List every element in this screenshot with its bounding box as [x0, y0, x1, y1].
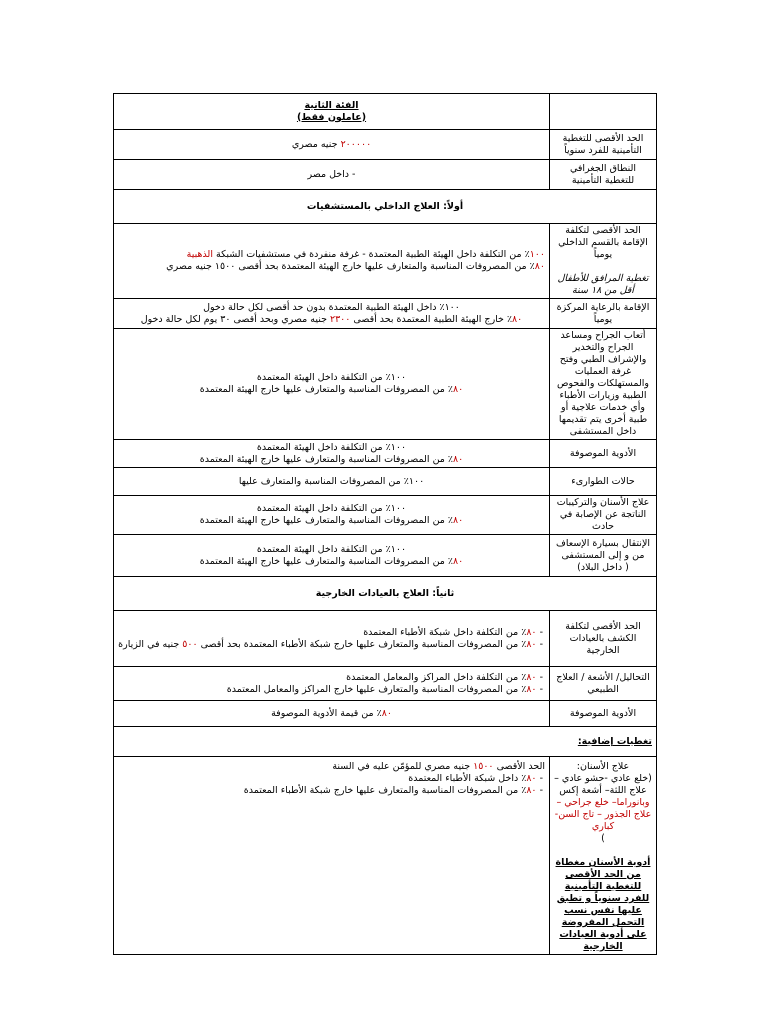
value-text: جنيه مصري وبحد أقصى ٣٠ يوم لكل حالة دخول	[140, 313, 330, 325]
table-row	[114, 535, 657, 577]
value-line	[118, 454, 545, 466]
value-text: ٪ من المصروفات المناسبة والمتعارف عليها خارج الهيئة المعتمدة	[199, 453, 454, 465]
pct-value: ٨٠	[526, 773, 537, 784]
bullet-item	[118, 773, 545, 785]
dental-medicine-note: أدوية الأسنان مغطاة من الحد الأقصى للتغطية التأمينية للفرد سنوياً و تطبق عليها نفس نسب التحمل المفروضة على أدوية العيادات الخارجية	[555, 857, 651, 952]
row-label: حالات الطوارىء	[550, 468, 657, 496]
row-label	[550, 535, 657, 577]
pct-value: ٨٠	[453, 384, 464, 395]
table-row	[114, 611, 657, 667]
row-value	[114, 224, 550, 299]
value-text: ٪ من المصروفات المناسبة والمتعارف عليها خارج الهيئة المعتمدة	[199, 555, 454, 567]
category-title	[114, 94, 550, 130]
value-line: ١٠٠٪ داخل الهيئة الطبية المعتمدة بدون حد أقصى لكل حالة دخول	[203, 301, 460, 313]
value-text: ٪ من المصروفات المناسبة والمتعارف عليها خارج شبكة الأطباء المعتمدة بحد أقصى	[197, 638, 527, 650]
table-row	[114, 329, 657, 440]
row-value	[114, 299, 550, 329]
row-label: الأدوية الموصوفة	[550, 440, 657, 468]
amount-value: ١٥٠٠	[473, 761, 494, 772]
amount-value: ٢٠٠٠٠٠	[340, 138, 372, 150]
dental-label-items: (خلع عادي -حشو عادي – علاج اللثة– أشعة إكس	[554, 773, 652, 796]
table-row	[114, 224, 657, 299]
value-line	[118, 556, 545, 568]
benefits-table	[113, 93, 657, 955]
value-text: الحد الأقصى	[493, 761, 545, 772]
value-line	[118, 314, 545, 326]
amount-suffix: جنيه مصري	[291, 138, 341, 150]
row-value	[114, 329, 550, 440]
value-text: جنيه مصري للمؤمّن عليه في السنة	[332, 761, 474, 772]
value-text: ٪ خارج الهيئة الطبية المعتمدة بحد أقصى	[350, 313, 513, 325]
value-text: ٪ من المصروفات المناسبة والمتعارف عليها خارج المراكز والمعامل المعتمدة	[226, 683, 527, 695]
pct-value: ٨٠	[526, 671, 537, 683]
value-text: ٪ من التكلفة داخل المراكز والمعامل المعتمدة	[346, 671, 527, 683]
table-header-row	[114, 94, 657, 130]
value-line	[118, 384, 545, 396]
row-label: علاج الأسنان والتركيبات الناتجة عن الإصابة في حادث	[550, 496, 657, 535]
section-header-row	[114, 727, 657, 757]
value-text: ٪ من المصروفات المناسبة والمتعارف عليها خارج الهيئة المعتمدة بحد أقصى ١٥٠٠ جنيه مصري	[166, 261, 535, 272]
value-text: ٪ من التكلفة داخل شبكة الأطباء المعتمدة	[363, 626, 527, 638]
value-text: ٪ من المصروفات المناسبة والمتعارف عليها خارج الهيئة المعتمدة	[199, 515, 454, 526]
row-value	[114, 160, 550, 190]
row-value	[114, 496, 550, 535]
pct-value: ٨٠	[381, 707, 392, 719]
header-empty-cell	[550, 94, 657, 130]
row-label	[550, 224, 657, 299]
section-header-row	[114, 190, 657, 224]
row-label: الإقامة بالرعاية المركزة يومياً	[550, 299, 657, 329]
row-value	[114, 535, 550, 577]
row-label	[550, 757, 657, 955]
row-label-note: تغطية المرافق للأطفال أقل من ١٨ سنة	[557, 273, 649, 296]
value-text: ٪ من المصروفات المناسبة والمتعارف عليها خارج الهيئة المعتمدة	[199, 384, 454, 395]
dental-label-items-red: وبانوراما– خلع جراحي – علاج الجذور – تاج السن- كباري	[554, 797, 652, 832]
value-text: جنيه في الزيارة	[118, 638, 183, 650]
pct-value: ٨٠	[453, 453, 464, 465]
value-text: ٪ داخل شبكة الأطباء المعتمدة	[408, 773, 527, 784]
section-header-row	[114, 577, 657, 611]
table-row	[114, 160, 657, 190]
dental-label-title: علاج الأسنان:	[576, 761, 630, 772]
bullet-item	[118, 785, 545, 797]
value-line: ١٠٠٪ من المصروفات المناسبة والمتعارف عليها	[238, 475, 425, 487]
pct-value: ٨٠	[453, 555, 464, 567]
value-line: ١٠٠٪ من التكلفة داخل الهيئة المعتمدة	[256, 543, 407, 555]
row-label-text: الحد الأقصى لتكلفة الإقامة بالقسم الداخلي يومياً	[558, 225, 648, 260]
row-label: الحد الأقصى لتكلفة الكشف بالعيادات الخارجية	[550, 611, 657, 667]
bullet-item	[118, 639, 545, 651]
row-value	[114, 611, 550, 667]
row-label: أتعاب الجراح ومساعد الجراح والتخدير والإشراف الطبي وفتح غرفة العمليات والمستهلكات والفحوص الطبية وزيارات الأطباء وأي خدمات علاجية أو طبية أخرى يتم تقديمها داخل المستشفى	[550, 329, 657, 440]
section-title: أولاً: العلاج الداخلي بالمستشفيات	[114, 190, 657, 224]
table-row	[114, 130, 657, 160]
value-line	[118, 249, 545, 261]
table-row	[114, 667, 657, 701]
gold-network-label: الذهبية	[186, 249, 213, 260]
pct-value: ٨٠	[512, 313, 523, 325]
pct-value: ٨٠	[526, 683, 537, 695]
row-value	[114, 130, 550, 160]
section-title: ثانياً: العلاج بالعيادات الخارجية	[114, 577, 657, 611]
row-value	[114, 468, 550, 496]
value-line: ١٠٠٪ من التكلفة داخل الهيئة المعتمدة	[256, 441, 407, 453]
value-text: ٪ من قيمة الأدوية الموصوفة	[271, 707, 382, 719]
bullet-item	[118, 684, 545, 696]
pct-value: ٨٠	[534, 261, 545, 272]
table-row	[114, 299, 657, 329]
section-title	[114, 727, 657, 757]
row-value	[114, 667, 550, 701]
pct-value: ١٠٠	[529, 249, 545, 260]
category-title-line1: الفئة الثانية	[304, 99, 359, 111]
table-row	[114, 440, 657, 468]
value-line	[118, 261, 545, 273]
row-value	[114, 701, 550, 727]
value-line	[118, 515, 545, 527]
pct-value: ٨٠	[526, 785, 537, 796]
bullet-item	[118, 627, 545, 639]
value-text: ٪ من المصروفات المناسبة والمتعارف عليها خارج شبكة الأطباء المعتمدة	[243, 785, 527, 796]
table-row	[114, 496, 657, 535]
amount-value: ٢٣٠٠	[329, 313, 351, 325]
row-label-extra: ( داخل البلاد)	[577, 561, 629, 573]
pct-value: ٨٠	[526, 626, 537, 638]
dental-label-close: )	[601, 833, 605, 844]
row-label: الأدوية الموصوفة	[550, 701, 657, 727]
value-line	[118, 761, 545, 773]
value-line: ١٠٠٪ من التكلفة داخل الهيئة المعتمدة	[256, 503, 407, 514]
table-row	[114, 757, 657, 955]
geo-scope-value: - داخل مصر	[308, 169, 356, 180]
row-value	[114, 757, 550, 955]
table-row	[114, 468, 657, 496]
row-label: الحد الأقصى للتغطية التأمينية للفرد سنوياً	[550, 130, 657, 160]
pct-value: ٨٠	[526, 638, 537, 650]
section-title-text: تغطيات إضافية:	[577, 735, 652, 747]
bullet-item	[118, 672, 545, 684]
value-text: ٪ من التكلفة داخل الهيئة الطبية المعتمدة - غرفة منفردة في مستشفيات الشبكة	[212, 249, 530, 260]
row-label: النطاق الجغرافي للتغطية التأمينية	[550, 160, 657, 190]
pct-value: ٨٠	[453, 515, 464, 526]
row-value	[114, 440, 550, 468]
category-title-line2: (عاملون فقط)	[296, 111, 367, 123]
table-row	[114, 701, 657, 727]
amount-value: ٥٠٠	[182, 638, 198, 650]
row-label: التحاليل/ الأشعة / العلاج الطبيعي	[550, 667, 657, 701]
value-line: ١٠٠٪ من التكلفة داخل الهيئة المعتمدة	[256, 372, 407, 383]
row-label-text: الإنتقال بسيارة الإسعاف من و إلى المستشفى	[556, 537, 650, 561]
